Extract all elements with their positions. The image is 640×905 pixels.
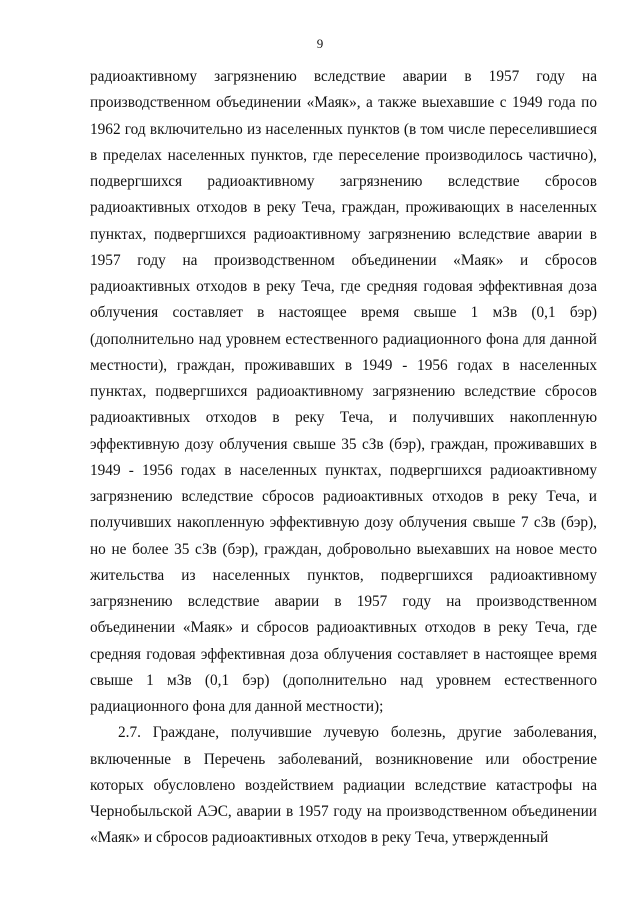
page-number: 9 xyxy=(316,36,324,51)
paragraph-continuation: радиоактивному загрязнению вследствие аварии в 1957 году на производственном объединении «Маяк», а также выехавшие с 1949 года по 1962 год включительно из населенных пунктов (в том числе переселившиеся в пределах населенных пунктов, где переселение производилось частично), подвергшихся радиоактивному загрязнению вследствие сбросов радиоактивных отходов в реку Теча, граждан, проживающих в населенных пунктах, подвергшихся радиоактивному загрязнению вследствие аварии в 1957 году на производственном объединении «Маяк» и сбросов радиоактивных отходов в реку Теча, где средняя годовая эффективная доза облучения составляет в настоящее время свыше 1 мЗв (0,1 бэр) (дополнительно над уровнем естественного радиационного фона для данной местности), граждан, проживавших в 1949 - 1956 годах в населенных пунктах, подвергшихся радиоактивному загрязнению вследствие сбросов радиоактивных отходов в реку Теча, и получивших накопленную эффективную дозу облучения свыше 35 сЗв (бэр), граждан, проживавших в 1949 - 1956 годах в населенных пунктах, подвергшихся радиоактивному загрязнению вследствие сбросов радиоактивных отходов в реку Теча, и получивших накопленную эффективную дозу облучения свыше 7 сЗв (бэр), но не более 35 сЗв (бэр), граждан, добровольно выехавших на новое место жительства из населенных пунктов, подвергшихся радиоактивному загрязнению вследствие аварии в 1957 году на производственном объединении «Маяк» и сбросов радиоактивных отходов в реку Теча, где средняя годовая эффективная доза облучения составляет в настоящее время свыше 1 мЗв (0,1 бэр) (дополнительно над уровнем естественного радиационного фона для данной местности); xyxy=(90,68,597,715)
document-body xyxy=(90,64,597,852)
paragraph-item-2-7: 2.7. Граждане, получившие лучевую болезнь, другие заболевания, включенные в Перечень заболеваний, возникновение или обострение которых обусловлено воздействием радиации вследствие катастрофы на Чернобыльской АЭС, аварии в 1957 году на производственном объединении «Маяк» и сбросов радиоактивных отходов в реку Теча, утвержденный xyxy=(90,724,597,847)
